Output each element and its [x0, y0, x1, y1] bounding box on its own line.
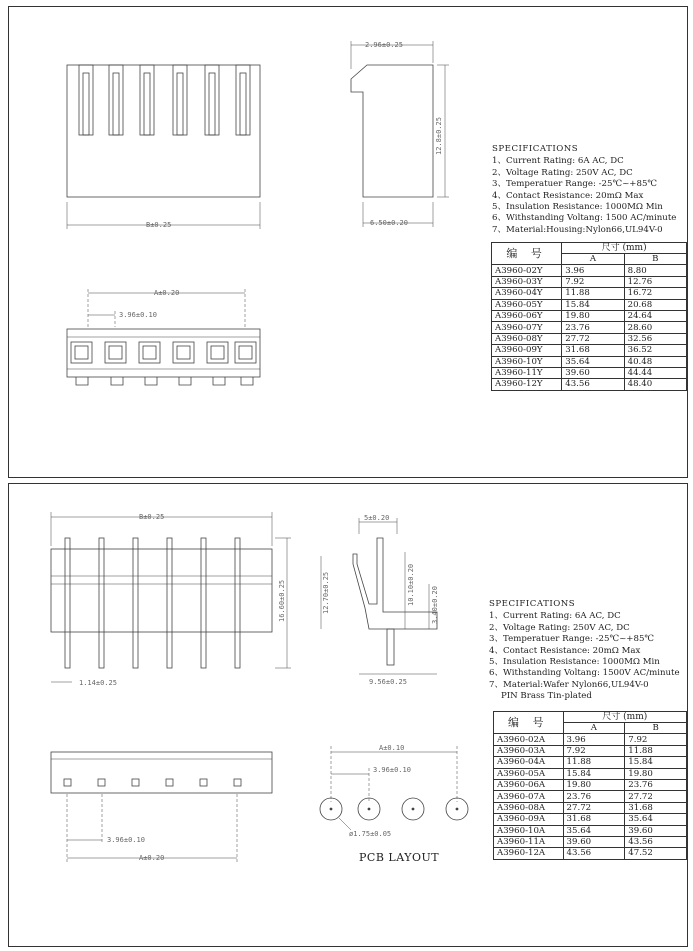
part-code: A3960-05A [494, 768, 564, 779]
part-code: A3960-03Y [492, 276, 562, 287]
dim-a: 27.72 [562, 333, 624, 344]
table-row [494, 779, 687, 790]
part-code: A3960-07Y [492, 322, 562, 333]
wafer-width-dim: B±0.25 [139, 513, 165, 521]
bottom-a-dim: A±0.20 [139, 854, 165, 862]
wafer-height-dim: 16.60±0.25 [278, 579, 286, 622]
dim-b: 12.76 [624, 276, 686, 287]
spec-line: 3、Temperatuer Range: -25℃~+85℃ [492, 179, 658, 190]
side-height3-dim: 3.40±0.20 [431, 586, 439, 624]
side-width-dim: 2.96±0.25 [365, 41, 403, 49]
col-size-header: 尺寸 (mm) [562, 243, 687, 254]
spec-line: 5、Insulation Resistance: 1000MΩ Min [489, 657, 660, 668]
side-top-dim: 5±0.20 [364, 514, 390, 522]
dim-b: 28.60 [624, 322, 686, 333]
side-base-dim: 6.50±0.20 [370, 219, 408, 227]
dim-b: 7.92 [625, 734, 687, 745]
spec-line-extra: PIN Brass Tin-plated [501, 691, 592, 702]
dim-b: 48.40 [624, 379, 686, 390]
table-row [494, 768, 687, 779]
table-row [492, 299, 687, 310]
table-row [494, 825, 687, 836]
table-row [492, 367, 687, 378]
table-row [494, 791, 687, 802]
wafer-bottom-pins [64, 779, 241, 786]
dim-b: 19.80 [625, 768, 687, 779]
wafer-bottom-view [51, 752, 272, 862]
housing-dimension-table [491, 242, 687, 391]
part-code: A3960-04Y [492, 288, 562, 299]
dim-a: 23.76 [563, 791, 625, 802]
side-height2-dim: 10.10±0.20 [407, 563, 415, 606]
dim-a: 43.56 [562, 379, 624, 390]
housing-specifications [492, 144, 676, 236]
spec-line: 5、Insulation Resistance: 1000MΩ Min [492, 202, 663, 213]
part-code: A3960-07A [494, 791, 564, 802]
housing-bottom-view [67, 289, 260, 385]
dim-b: 43.56 [625, 836, 687, 847]
specs-title: SPECIFICATIONS [489, 599, 576, 609]
spec-line: 1、Current Rating: 6A AC, DC [489, 611, 621, 622]
table-row [492, 379, 687, 390]
table-row [494, 745, 687, 756]
dim-b: 39.60 [625, 825, 687, 836]
housing-contact-cavities [71, 342, 256, 363]
table-row [492, 356, 687, 367]
part-code: A3960-06A [494, 779, 564, 790]
pcb-a-dim: A±0.10 [379, 744, 405, 752]
part-code: A3960-09A [494, 814, 564, 825]
wafer-side-view [321, 518, 437, 674]
dim-b: 11.88 [625, 745, 687, 756]
pcb-layout-label: PCB LAYOUT [359, 851, 440, 864]
pcb-hole-dim: ø1.75±0.05 [349, 830, 392, 838]
part-code: A3960-08Y [492, 333, 562, 344]
housing-slots [79, 65, 250, 135]
dim-b: 47.52 [625, 848, 687, 859]
housing-front-view [67, 65, 260, 229]
wafer-drawing-panel [8, 483, 688, 947]
side-height1-dim: 12.70±0.25 [322, 571, 330, 614]
table-row [494, 814, 687, 825]
part-code: A3960-02Y [492, 265, 562, 276]
table-row [492, 310, 687, 321]
part-code: A3960-02A [494, 734, 564, 745]
dim-b: 23.76 [625, 779, 687, 790]
dim-a: 15.84 [563, 768, 625, 779]
spec-line: 7、Material:Housing:Nylon66,UL94V-0 [492, 224, 663, 235]
col-a-header: A [563, 723, 625, 734]
dim-a: 19.80 [562, 310, 624, 321]
dim-a: 31.68 [562, 345, 624, 356]
dim-b: 27.72 [625, 791, 687, 802]
part-code: A3960-12A [494, 848, 564, 859]
part-code: A3960-11A [494, 836, 564, 847]
dim-a: 35.64 [563, 825, 625, 836]
table-row [492, 276, 687, 287]
dim-a: 27.72 [563, 802, 625, 813]
dim-b: 31.68 [625, 802, 687, 813]
dim-b: 40.48 [624, 356, 686, 367]
pin-offset-dim: 1.14±0.25 [79, 679, 117, 687]
part-code: A3960-06Y [492, 310, 562, 321]
col-code-header: 编 号 [492, 243, 562, 265]
part-code: A3960-11Y [492, 367, 562, 378]
table-row [492, 322, 687, 333]
specs-title: SPECIFICATIONS [492, 144, 579, 154]
dim-a: 19.80 [563, 779, 625, 790]
spec-line: 4、Contact Resistance: 20mΩ Max [492, 190, 644, 201]
col-a-header: A [562, 254, 624, 265]
bottom-a-dim: A±0.20 [154, 289, 180, 297]
wafer-pins [65, 538, 240, 668]
col-size-header: 尺寸 (mm) [563, 712, 686, 723]
dim-a: 31.68 [563, 814, 625, 825]
dim-a: 43.56 [563, 848, 625, 859]
spec-line: 6、Withstanding Voltang: 1500V AC/minute [489, 668, 680, 679]
pcb-layout-view [320, 746, 468, 830]
wafer-dimension-table [493, 711, 687, 860]
dim-a: 7.92 [563, 745, 625, 756]
dim-a: 23.76 [562, 322, 624, 333]
wafer-specifications [489, 599, 680, 703]
dim-a: 39.60 [563, 836, 625, 847]
bottom-pitch-dim: 3.96±0.10 [119, 311, 157, 319]
dim-b: 32.56 [624, 333, 686, 344]
dim-b: 16.72 [624, 288, 686, 299]
dim-a: 15.84 [562, 299, 624, 310]
pcb-holes [320, 798, 468, 820]
dim-b: 20.68 [624, 299, 686, 310]
front-width-dim: B±0.25 [146, 221, 172, 229]
col-code-header: 编 号 [494, 712, 564, 734]
table-row [492, 265, 687, 276]
table-row [494, 836, 687, 847]
pcb-pitch-dim: 3.96±0.10 [373, 766, 411, 774]
col-b-header: B [624, 254, 686, 265]
table-row [494, 848, 687, 859]
dim-b: 36.52 [624, 345, 686, 356]
part-code: A3960-09Y [492, 345, 562, 356]
spec-line: 1、Current Rating: 6A AC, DC [492, 156, 624, 167]
wafer-front-view [51, 512, 291, 682]
part-code: A3960-03A [494, 745, 564, 756]
dim-a: 11.88 [563, 757, 625, 768]
part-code: A3960-12Y [492, 379, 562, 390]
bottom-pitch-dim: 3.96±0.10 [107, 836, 145, 844]
table-row [492, 288, 687, 299]
part-code: A3960-08A [494, 802, 564, 813]
part-code: A3960-04A [494, 757, 564, 768]
dim-b: 15.84 [625, 757, 687, 768]
table-row [494, 802, 687, 813]
dim-b: 35.64 [625, 814, 687, 825]
spec-line: 2、Voltage Rating: 250V AC, DC [492, 167, 633, 178]
table-row [492, 345, 687, 356]
part-code: A3960-10A [494, 825, 564, 836]
dim-b: 8.80 [624, 265, 686, 276]
dim-a: 39.60 [562, 367, 624, 378]
dim-a: 35.64 [562, 356, 624, 367]
dim-a: 3.96 [563, 734, 625, 745]
part-code: A3960-10Y [492, 356, 562, 367]
spec-line: 7、Material:Wafer Nylon66,UL94V-0 [489, 679, 649, 690]
spec-line: 2、Voltage Rating: 250V AC, DC [489, 622, 630, 633]
dim-a: 11.88 [562, 288, 624, 299]
dim-a: 3.96 [562, 265, 624, 276]
housing-latches [76, 377, 253, 385]
spec-line: 6、Withstanding Voltang: 1500 AC/minute [492, 213, 677, 224]
side-base-dim: 9.56±0.25 [369, 678, 407, 686]
spec-line: 3、Temperatuer Range: -25℃~+85℃ [489, 634, 655, 645]
housing-drawing-panel [8, 6, 688, 478]
part-code: A3960-05Y [492, 299, 562, 310]
col-b-header: B [625, 723, 687, 734]
side-height-dim: 12.8±0.25 [435, 117, 443, 155]
table-row [494, 757, 687, 768]
table-row [494, 734, 687, 745]
spec-line: 4、Contact Resistance: 20mΩ Max [489, 645, 641, 656]
dim-a: 7.92 [562, 276, 624, 287]
table-row [492, 333, 687, 344]
dim-b: 44.44 [624, 367, 686, 378]
dim-b: 24.64 [624, 310, 686, 321]
